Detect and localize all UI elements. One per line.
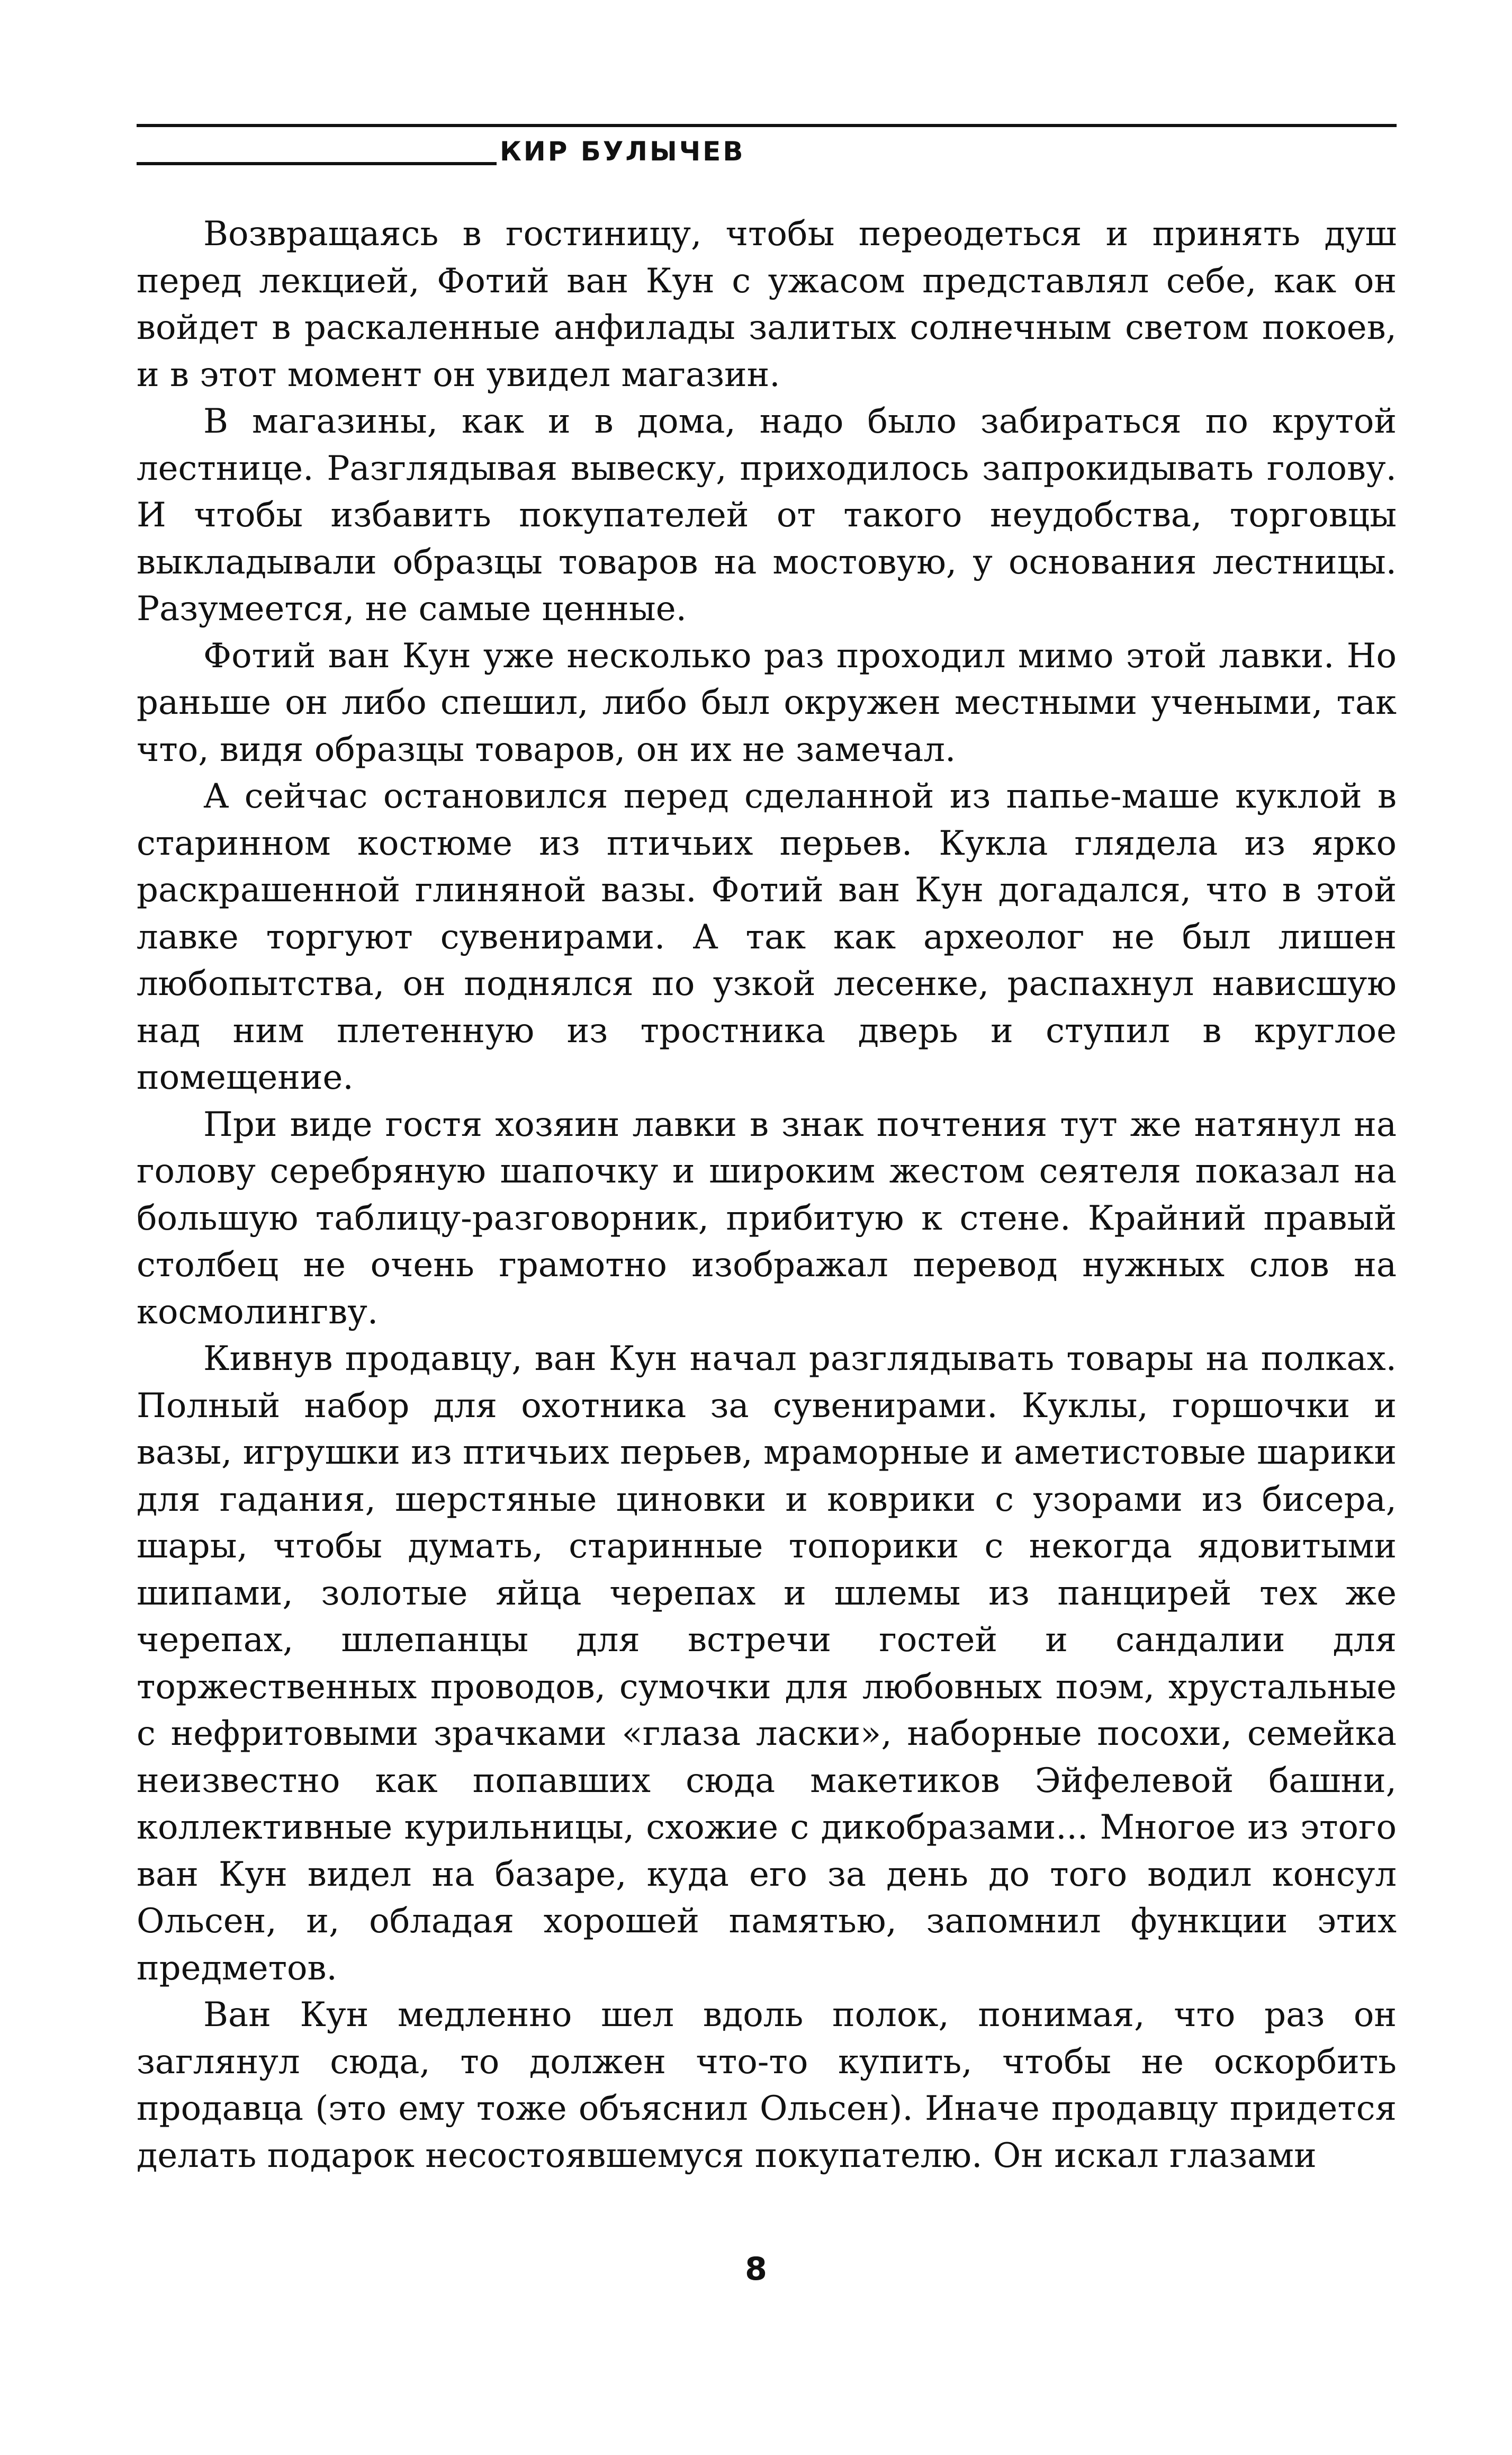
paragraph: При виде гостя хозяин лавки в знак почтения тут же натянул на голову серебряную шапочку и широким жестом сеятеля показал на большую таблицу-разговорник, прибитую к стене. Крайний правый столбец не очень грамотно изображал перевод нужных слов на космолингву. [137, 1105, 1397, 1332]
page-number: 8 [745, 2251, 767, 2288]
running-head [137, 132, 1397, 175]
paragraph: А сейчас остановился перед сделанной из папье-маше куклой в старинном костюме из птичьих перьев. Кукла глядела из ярко раскрашенной глиняной вазы. Фотий ван Кун догадался, что в этой лавке торгуют сувенирами. А так как археолог не был лишен любопытства, он поднялся по узкой лесенке, распахнул нависшую над ним плетенную из тростника дверь и ступил в круглое помещение. [137, 777, 1397, 1097]
paragraph: Фотий ван Кун уже несколько раз проходил мимо этой лавки. Но раньше он либо спешил, либо был окружен местными учеными, так что, видя образцы товаров, он их не замечал. [137, 636, 1397, 769]
paragraph: В магазины, как и в дома, надо было забираться по крутой лестнице. Разглядывая вывеску, приходилось запрокидывать голову. И чтобы избавить покупателей от такого неудобства, торговцы выкладывали образцы товаров на мостовую, у основания лестницы. Разумеется, не самые ценные. [137, 402, 1397, 629]
body-text [137, 211, 1397, 2179]
paragraph: Возвращаясь в гостиницу, чтобы переодеться и принять душ перед лекцией, Фотий ван Кун с ужасом представлял себе, как он войдет в раскаленные анфилады залитых солнечным светом покоев, и в этот момент он увидел магазин. [137, 214, 1397, 395]
top-rule [137, 124, 1397, 127]
running-head-rule [137, 162, 497, 165]
paragraph: Кивнув продавцу, ван Кун начал разглядывать товары на полках. Полный набор для охотника за сувенирами. Куклы, горшочки и вазы, игрушки из птичьих перьев, мраморные и аметистовые шарики для гадания, шерстяные циновки и коврики с узорами из бисера, шары, чтобы думать, старинные топорики с некогда ядовитыми шипами, золотые яйца черепах и шлемы из панцирей тех же черепах, шлепанцы для встречи гостей и сандалии для торжественных проводов, сумочки для любовных поэм, хрустальные с нефритовыми зрачками «глаза ласки», наборные посохи, семейка неизвестно как попавших сюда макетиков Эйфелевой башни, коллективные курильницы, схожие с дикобразами... Многое из этого ван Кун видел на базаре, куда его за день до того водил консул Ольсен, и, обладая хорошей памятью, запомнил функции этих предметов. [137, 1339, 1397, 1988]
running-head-author: КИР БУЛЫЧЕВ [500, 136, 745, 167]
paragraph: Ван Кун медленно шел вдоль полок, понимая, что раз он заглянул сюда, то должен что-то купить, чтобы не оскорбить продавца (это ему тоже объяснил Ольсен). Иначе продавцу придется делать подарок несостоявшемуся покупателю. Он искал глазами [137, 1995, 1397, 2175]
